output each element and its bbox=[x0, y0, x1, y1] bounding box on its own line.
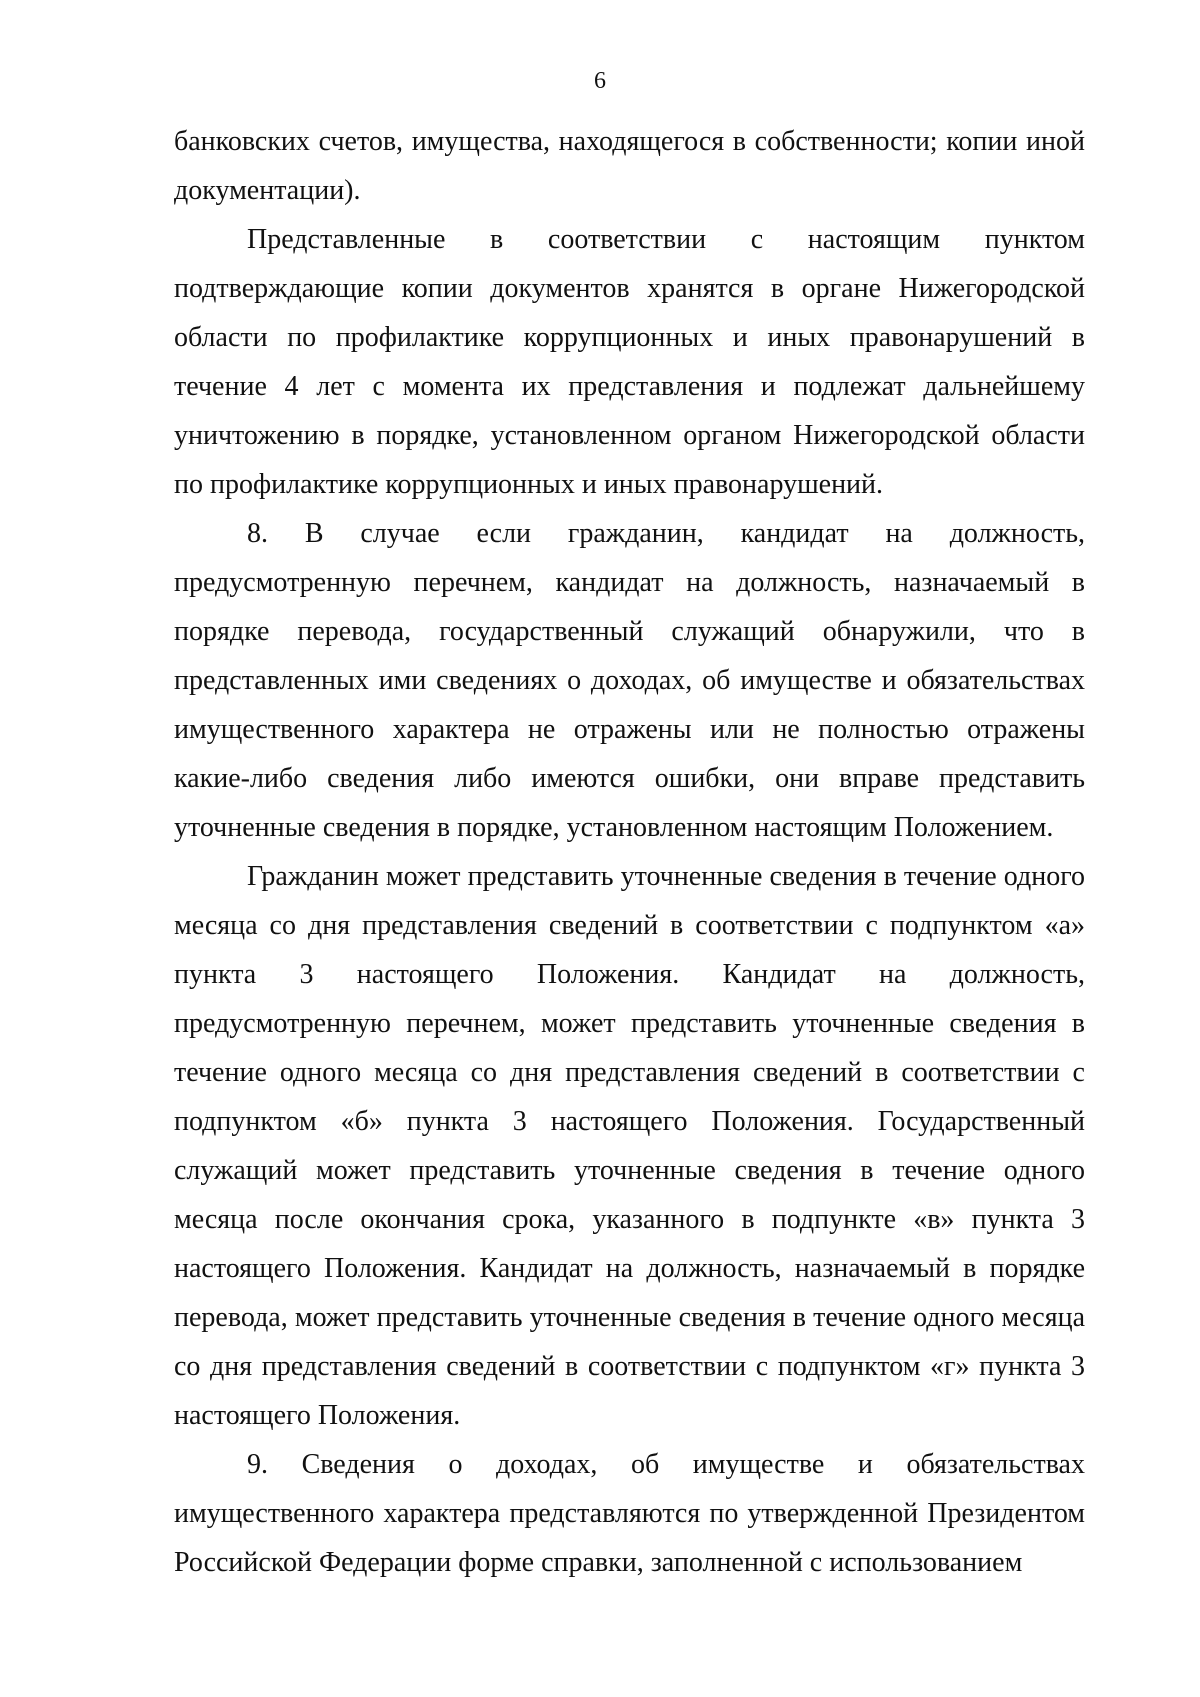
paragraph-continuation: банковских счетов, имущества, находящегося в собственности; копии иной документации). bbox=[174, 126, 1085, 206]
paragraph-clarification-terms: Гражданин может представить уточненные сведения в течение одного месяца со дня представления сведений в соответствии с подпунктом «а» пункта 3 настоящего Положения. Кандидат на должность, предусмотренную перечнем, может представить уточненные сведения в течение одного месяца со дня представления сведений в соответствии с подпунктом «б» пункта 3 настоящего Положения. Государственный служащий может представить уточненные сведения в течение одного месяца после окончания срока, указанного в подпункте «в» пункта 3 настоящего Положения. Кандидат на должность, назначаемый в порядке перевода, может представить уточненные сведения в течение одного месяца со дня представления сведений в соответствии с подпунктом «г» пункта 3 настоящего Положения. bbox=[174, 861, 1085, 1431]
paragraph-item-9: 9. Сведения о доходах, об имуществе и обязательствах имущественного характера представляются по утвержденной Президентом Российской Федерации форме справки, заполненной с использованием bbox=[174, 1449, 1085, 1578]
paragraph-copies-storage: Представленные в соответствии с настоящим пунктом подтверждающие копии документов хранятся в органе Нижегородской области по профилактике коррупционных и иных правонарушений в течение 4 лет с момента их представления и подлежат дальнейшему уничтожению в порядке, установленном органом Нижегородской области по профилактике коррупционных и иных правонарушений. bbox=[174, 224, 1085, 500]
document-body bbox=[174, 117, 1085, 1587]
paragraph-item-8: 8. В случае если гражданин, кандидат на должность, предусмотренную перечнем, кандидат на должность, назначаемый в порядке перевода, государственный служащий обнаружили, что в представленных ими сведениях о доходах, об имуществе и обязательствах имущественного характера не отражены или не полностью отражены какие-либо сведения либо имеются ошибки, они вправе представить уточненные сведения в порядке, установленном настоящим Положением. bbox=[174, 518, 1085, 843]
page-number: 6 bbox=[594, 68, 606, 94]
